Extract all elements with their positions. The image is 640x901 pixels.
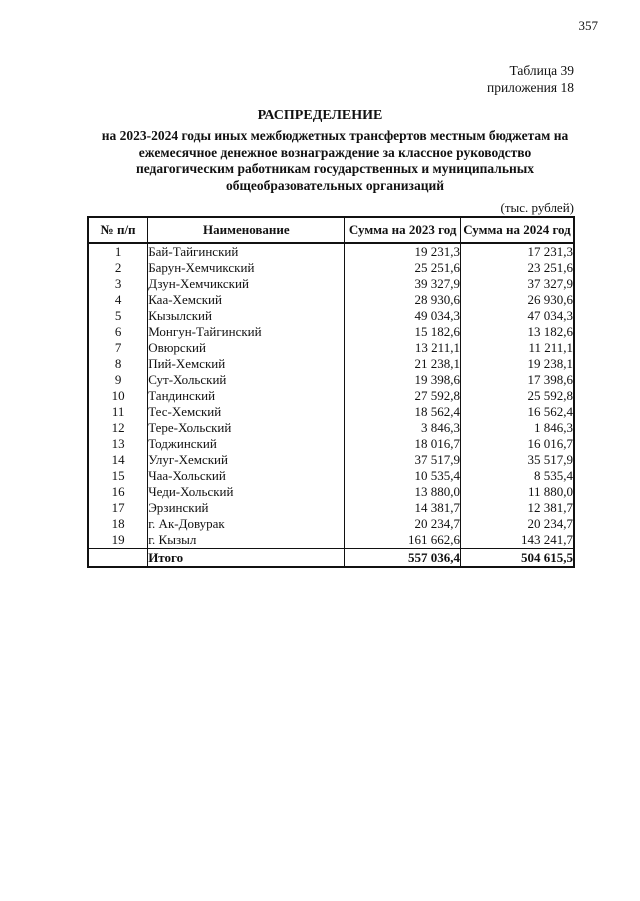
total-sum-2024: 504 615,5 <box>460 549 574 568</box>
row-sum-2023: 19 398,6 <box>345 372 461 388</box>
total-number-cell <box>88 549 148 568</box>
row-sum-2023: 15 182,6 <box>345 324 461 340</box>
row-number: 19 <box>88 532 148 549</box>
table-row <box>88 243 574 260</box>
row-name: г. Кызыл <box>148 532 345 549</box>
row-sum-2023: 49 034,3 <box>345 308 461 324</box>
row-sum-2024: 25 592,8 <box>460 388 574 404</box>
row-number: 16 <box>88 484 148 500</box>
row-number: 9 <box>88 372 148 388</box>
header-number: № п/п <box>88 217 148 243</box>
row-sum-2024: 35 517,9 <box>460 452 574 468</box>
table-row <box>88 436 574 452</box>
row-number: 6 <box>88 324 148 340</box>
row-number: 1 <box>88 243 148 260</box>
row-name: Улуг-Хемский <box>148 452 345 468</box>
table-header-row <box>88 217 574 243</box>
row-sum-2024: 11 211,1 <box>460 340 574 356</box>
row-sum-2024: 1 846,3 <box>460 420 574 436</box>
row-name: Сут-Хольский <box>148 372 345 388</box>
row-name: Овюрский <box>148 340 345 356</box>
table-reference <box>487 62 574 96</box>
row-sum-2024: 143 241,7 <box>460 532 574 549</box>
page-number: 357 <box>578 18 598 33</box>
row-sum-2024: 11 880,0 <box>460 484 574 500</box>
total-row <box>88 549 574 568</box>
row-number: 4 <box>88 292 148 308</box>
table-row <box>88 404 574 420</box>
units-note: (тыс. рублей) <box>500 200 574 215</box>
row-sum-2023: 25 251,6 <box>345 260 461 276</box>
row-sum-2023: 28 930,6 <box>345 292 461 308</box>
table-row <box>88 484 574 500</box>
row-name: Тоджинский <box>148 436 345 452</box>
row-sum-2023: 13 880,0 <box>345 484 461 500</box>
row-number: 5 <box>88 308 148 324</box>
row-sum-2023: 39 327,9 <box>345 276 461 292</box>
row-sum-2024: 23 251,6 <box>460 260 574 276</box>
row-sum-2024: 12 381,7 <box>460 500 574 516</box>
row-name: г. Ак-Довурак <box>148 516 345 532</box>
row-sum-2023: 3 846,3 <box>345 420 461 436</box>
row-sum-2024: 16 016,7 <box>460 436 574 452</box>
row-sum-2024: 26 930,6 <box>460 292 574 308</box>
row-sum-2023: 13 211,1 <box>345 340 461 356</box>
row-number: 15 <box>88 468 148 484</box>
row-sum-2023: 19 231,3 <box>345 243 461 260</box>
row-sum-2023: 18 016,7 <box>345 436 461 452</box>
row-name: Тере-Хольский <box>148 420 345 436</box>
total-label: Итого <box>148 549 345 568</box>
row-sum-2024: 37 327,9 <box>460 276 574 292</box>
table-row <box>88 516 574 532</box>
row-sum-2024: 19 238,1 <box>460 356 574 372</box>
table-row <box>88 292 574 308</box>
table-row <box>88 452 574 468</box>
table-row <box>88 372 574 388</box>
row-sum-2023: 10 535,4 <box>345 468 461 484</box>
row-sum-2023: 20 234,7 <box>345 516 461 532</box>
table-row <box>88 532 574 549</box>
row-name: Чеди-Хольский <box>148 484 345 500</box>
table-row <box>88 308 574 324</box>
row-number: 18 <box>88 516 148 532</box>
row-name: Пий-Хемский <box>148 356 345 372</box>
row-number: 14 <box>88 452 148 468</box>
row-name: Тандинский <box>148 388 345 404</box>
row-number: 7 <box>88 340 148 356</box>
table-row <box>88 324 574 340</box>
header-name: Наименование <box>148 217 345 243</box>
row-number: 17 <box>88 500 148 516</box>
row-sum-2024: 16 562,4 <box>460 404 574 420</box>
document-title: РАСПРЕДЕЛЕНИЕ <box>257 108 383 123</box>
row-number: 3 <box>88 276 148 292</box>
document-subtitle: на 2023-2024 годы иных межбюджетных трансфертов местным бюджетам на ежемесячное денежное вознаграждение за классное руководство педагогическим работникам государственных и муниципальных общеобразовательных организаций <box>101 128 569 193</box>
row-sum-2024: 17 231,3 <box>460 243 574 260</box>
table-row <box>88 420 574 436</box>
row-number: 13 <box>88 436 148 452</box>
row-sum-2023: 37 517,9 <box>345 452 461 468</box>
table-reference-line-1: Таблица 39 <box>509 63 574 78</box>
distribution-table <box>87 216 575 568</box>
row-sum-2023: 18 562,4 <box>345 404 461 420</box>
table-row <box>88 276 574 292</box>
table-row <box>88 500 574 516</box>
table-row <box>88 356 574 372</box>
row-sum-2024: 47 034,3 <box>460 308 574 324</box>
row-number: 10 <box>88 388 148 404</box>
row-sum-2023: 21 238,1 <box>345 356 461 372</box>
row-sum-2023: 27 592,8 <box>345 388 461 404</box>
header-sum-2024: Сумма на 2024 год <box>460 217 574 243</box>
row-sum-2024: 20 234,7 <box>460 516 574 532</box>
table-reference-line-2: приложения 18 <box>486 80 574 95</box>
table-row <box>88 340 574 356</box>
row-sum-2024: 8 535,4 <box>460 468 574 484</box>
row-number: 8 <box>88 356 148 372</box>
row-name: Бай-Тайгинский <box>148 243 345 260</box>
row-name: Тес-Хемский <box>148 404 345 420</box>
row-sum-2024: 17 398,6 <box>460 372 574 388</box>
table-row <box>88 388 574 404</box>
row-name: Кызылский <box>148 308 345 324</box>
row-name: Чаа-Хольский <box>148 468 345 484</box>
row-name: Монгун-Тайгинский <box>148 324 345 340</box>
total-sum-2023: 557 036,4 <box>345 549 461 568</box>
row-name: Каа-Хемский <box>148 292 345 308</box>
row-sum-2023: 14 381,7 <box>345 500 461 516</box>
table-row <box>88 260 574 276</box>
row-sum-2024: 13 182,6 <box>460 324 574 340</box>
table-row <box>88 468 574 484</box>
row-number: 2 <box>88 260 148 276</box>
row-name: Эрзинский <box>148 500 345 516</box>
row-name: Дзун-Хемчикский <box>148 276 345 292</box>
header-sum-2023: Сумма на 2023 год <box>345 217 461 243</box>
row-sum-2023: 161 662,6 <box>345 532 461 549</box>
row-name: Барун-Хемчикский <box>148 260 345 276</box>
row-number: 12 <box>88 420 148 436</box>
row-number: 11 <box>88 404 148 420</box>
table-body <box>88 243 574 567</box>
